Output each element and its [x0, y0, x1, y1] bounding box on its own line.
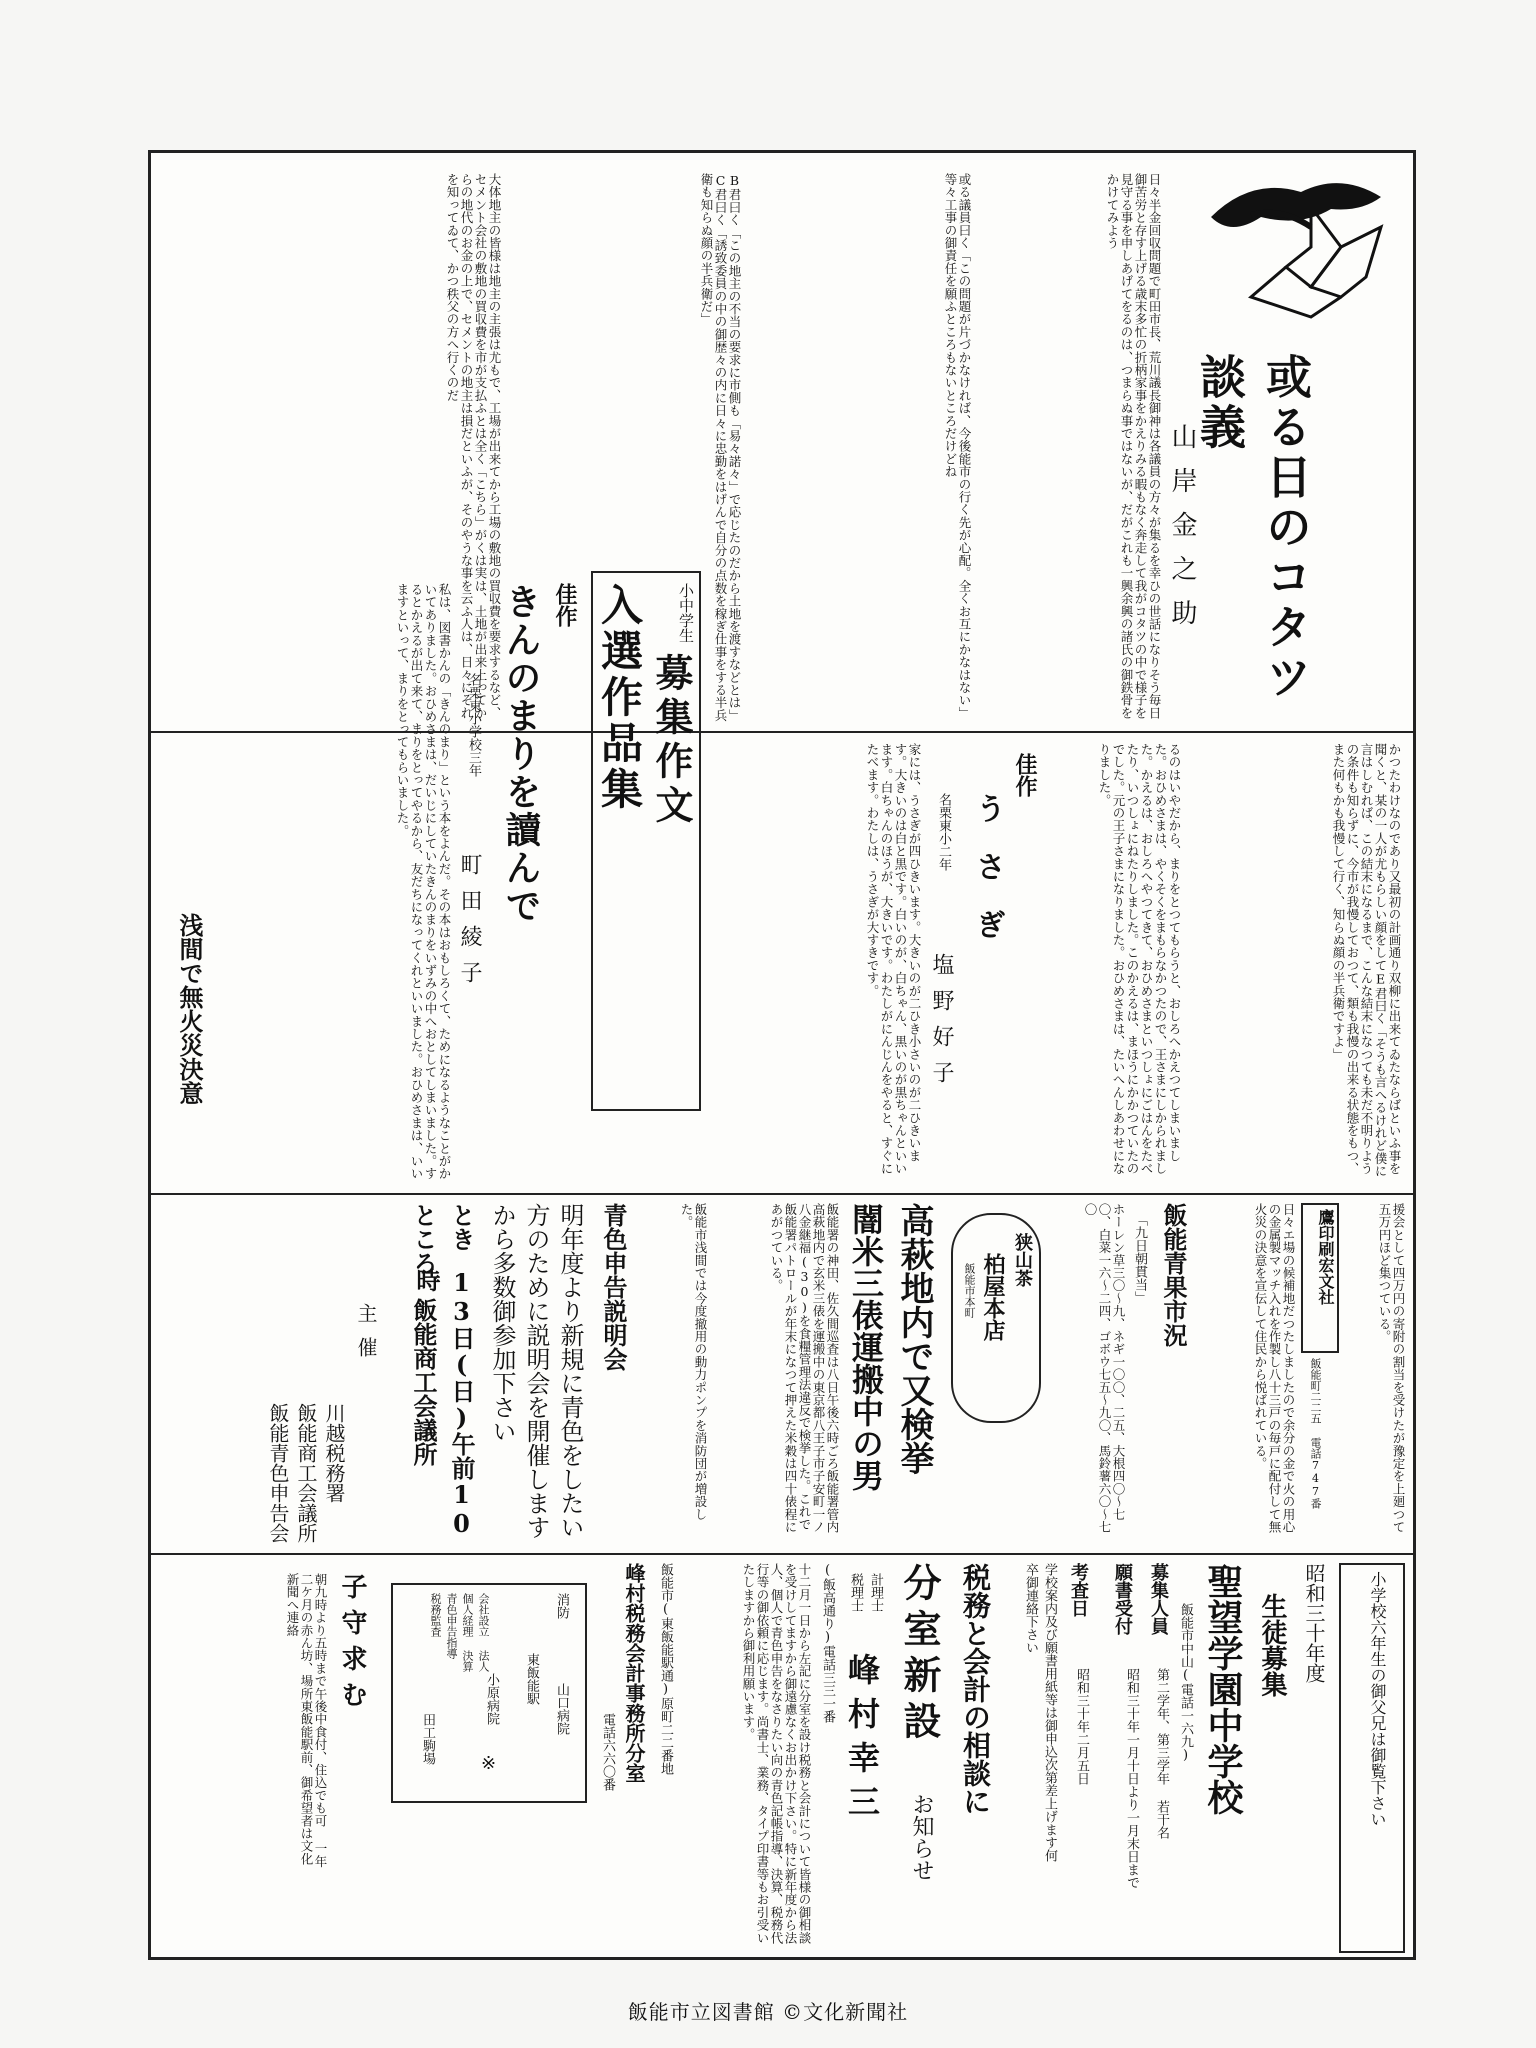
map-label-station: 東飯能駅	[524, 1653, 539, 1705]
page-footer: 飯能市立図書館 ©文化新聞社	[627, 2000, 909, 2024]
tax-ad-services: 会社設立 法人個人経理 決算青色申告指導 税務監査	[429, 1593, 490, 1672]
yamigome-text: 飯能署の神田、佐久間巡査は八日午後六時ごろ飯能署管内高萩地内で玄米三俵を運搬中の東京都八王子市子安町一ノ八金継福(30)を食糧管理法違反で検挙した。これで飯能署パトロールが年末になつて押えた米穀は四十俵程にあがつている。	[769, 1203, 840, 1534]
kinnomari-text: 私は、図書かんの「きんのまり」という本をよんだ。その本はおもしろくて、ためになるようなことがかいてありました。おひめさまは、だいじにしていたきんのまりをいずみの中へおとしてしまいました。するとかえるが出て来て、まりをとってやるから、友だちになってくれといいました。おひめさまは、いいますといって、まりをとってもらいました。	[395, 583, 452, 1180]
newspaper-page	[148, 150, 1416, 1960]
shinkoku-title: 青色申告説明会	[599, 1203, 628, 1371]
tax-ad-office-address: 飯能市(東飯能駅通)原町二二番地	[658, 1563, 673, 1775]
school-ad-name: 聖望学園中学校	[1202, 1563, 1244, 1815]
tax-ad-title-2: 分室新設	[897, 1563, 942, 1747]
nanny-title: 子守求む	[337, 1573, 367, 1717]
seika-text: ホーレン草三〇〜九、ネギ一〇〇、二五、大根四〇〜七〇、白菜一六〜二四、ゴボウ七五〜九〇、馬鈴薯六〇〜七〇	[1083, 1203, 1126, 1534]
shinkoku-where-label: ところ	[409, 1203, 438, 1275]
shop-ad-line2: 柏屋本店	[980, 1253, 1006, 1341]
kotatsu-paragraph-4: 大体地主の皆様は地主の主張は尤もで、工場が出来てから工場の敷地の買収費を要求するなど、セメント会社の敷地の買収費を市が支払ふとは全く「こちら」がくは実は、土地が出来上ってからの地代のお金の上で、セメントの地主は損だといふが、そのやうな事を云ふ人は、日々にそれを知ってゐて、かつ秩父の方へ行くのだ	[445, 173, 502, 720]
school-ad-l2-label: 願書受付	[1112, 1563, 1133, 1635]
shop-ad-line3: 飯能市本町	[963, 1263, 976, 1318]
school-ad-l1: 第二学年、第三学年 若干名	[1154, 1668, 1169, 1839]
tax-ad-office-phone: 電話六六〇番	[600, 1713, 615, 1791]
tax-ad-person: 峰村幸三	[843, 1653, 881, 1829]
tax-ad-office: 峰村税務会計事務所分室	[622, 1563, 646, 1783]
school-ad-l1-label: 募集人員	[1148, 1563, 1169, 1635]
usagi-label: 佳作	[1012, 753, 1038, 797]
ash-title: 浅間で無火災決意	[175, 913, 204, 1105]
rule-bottom-section	[151, 1553, 1413, 1555]
print-shop-name: 鷹印刷宏文社	[1316, 1209, 1335, 1305]
map-office-marker-icon: ※	[481, 1753, 497, 1774]
print-shop-address: 飯能町二二五 電話747番	[1309, 1358, 1322, 1509]
school-ad-note: 学校案内及び願書用紙等は御申込次第差上げます何卒御連絡下さい	[1023, 1563, 1057, 1862]
shinkoku-host-label: 主催	[354, 1303, 378, 1371]
sakubun-title-2: 入選作品集	[595, 583, 644, 813]
usagi-text: 家には、うさぎが四ひきいます。大きいのが二ひき小さいのが二ひきいます。大きいのは白と黒です。白いのが、白ちゃん、黒いのが黒ちゃんといいます。白ちゃんのほうが、大きいです。わたしがにんじんをやると、すぐにたべます。わたしは、うさぎが大すきです。	[865, 743, 922, 1175]
tax-ad-phone: (飯高通り)電話三三一番	[820, 1563, 835, 1723]
school-notice-text: 小学校六年生の御父兄は御覧下さい	[1368, 1571, 1387, 1827]
map-label-yamaguchi: 山口病院	[554, 1683, 569, 1735]
tax-ad-license-1: 計理士	[868, 1573, 883, 1612]
school-ad-l3: 昭和三十年二月五日	[1074, 1668, 1089, 1785]
rule-middle-section	[151, 1193, 1413, 1195]
school-ad-l2: 昭和三十年一月十日より一月末日まで	[1124, 1668, 1139, 1889]
yamigome-title-2: 闇米三俵運搬中の男	[847, 1203, 885, 1491]
kotatsu-paragraph-2: 或る議員曰く「この問題が片づかなければ、今後能市の行く先が心配。全くお互にかなはない」等々工事の御責任を願ふところもないところだけどね	[943, 173, 972, 720]
shinkoku-host-1: 川越税務署	[322, 1403, 346, 1503]
yamigome-title-1: 高萩地内で又検挙	[894, 1203, 934, 1475]
tax-ad-text: 十二月一日から左記に分室を設け税務と会計について皆様の御相談を受けしてますから御遠慮なくお出かけ下さい。特に新年度から法人、個人で青色申告をなさりたい向の青色記帳指導、決算、税務代行等の御依頼に応じます。尚書士、業務、タイプ印書等もお引受いたしますから御利用願います。	[741, 1563, 812, 1944]
kotatsu-title: 或る日のコタツ談義	[1193, 353, 1313, 703]
fund-text: 援会として四万円の寄附の割当を受けたが豫定を上廻つて五万円ほど集つている。	[1377, 1203, 1406, 1534]
school-ad-year: 昭和三十年度	[1302, 1563, 1326, 1683]
shop-ad-line1: 狭山茶	[1012, 1233, 1033, 1287]
map-label-fire: 消防	[554, 1593, 569, 1619]
tax-ad-notice: お知らせ	[909, 1793, 934, 1881]
shinkoku-where: 飯能商工会議所	[409, 1298, 438, 1466]
map-label-ohara: 小原病院	[484, 1673, 499, 1725]
school-ad-wanted: 生徒募集	[1257, 1593, 1287, 1697]
tax-ad-license-2: 税理士	[848, 1573, 863, 1612]
kinnomari-title: きんのまりを讀んで	[500, 583, 542, 925]
kotatsu-paragraph-1: 日々半金回収問題で町田市長、荒川議長御神は各議員の方々が集るを幸ひの世話になりそう毎日御苦労と存す上げる歳末多忙の折柄家事をかえりみる暇もなく奔走して我がコタツの中で様子を見守る事を申しあげてをるのは、つまらぬ事ではないが、だがこれも一興余興の諸氏の御鉄骨をかけてみよう	[1105, 173, 1162, 720]
tax-ad-title: 税務と会計の相談に	[959, 1563, 992, 1815]
shinkoku-when: 13日(日)午前10時	[412, 1268, 476, 1538]
usagi-title: うさぎ	[970, 793, 1005, 967]
kotatsu-paragraph-3: B君曰く「この地主の不当の要求に市側も「易々諾々」で応じたのだから土地を渡すなどとは」C君曰く「誘致委員の中の御歴々の内に日々に忠勤をはげんで自分の点数を稼ぎ仕事をする半兵衛も知らぬ顔の半兵衛だ」	[699, 173, 742, 722]
shinkoku-when-label: とき	[447, 1203, 476, 1251]
usagi-author: 塩野好子	[929, 953, 954, 1097]
seika-sub: 「九日朝貫当」	[1132, 1213, 1147, 1304]
sakubun-title-1: 募集作文	[649, 653, 694, 829]
kisaki-continued-text: るのはいやだから、まりをとつてもらうと、おしろへかえつてしまいました。おひめさまは、やくそくをまもらなかつたので、王さまにしかられました。かえるは、おしろへやつてきて、おひめさまといつしょにごはんをたべたり、いつしょにねたりしました。このかえるは、まほうにかかつていたのでした。元の王子さまになりました。おひめさまは、たいへんしあわせになりました。	[1097, 743, 1182, 1175]
kinnomari-label: 佳作	[552, 583, 578, 627]
shinkoku-host-2: 飯能商工会議所	[294, 1403, 318, 1543]
sakubun-kicker: 小中学生	[677, 583, 695, 643]
kotatsu-author: 山岸金之助	[1167, 423, 1197, 643]
kotatsu-paragraph-5: かつたわけなのであり又最初の計画通り双柳に出来てゐたならばといふ事を聞くと、某の一人が尤もらしい顔をしてE君曰く「そうも言へるけれど僕に言はしむれば、この結末になるまで、こんな結末になつても未だ不明りようの条件も知らずに、今市が我慢しておつて、類も我慢の出来る状態をもつ、また何もかも我慢して行く、知らぬ顔の半兵衛ですよ」	[1331, 743, 1402, 1178]
kinnomari-author: 町田綾子	[457, 853, 482, 997]
map-label-tako: 田工駒場	[420, 1713, 435, 1765]
fire-text: 飯能市浅間では今度撤用の動力ポンプを消防団が増設した。	[679, 1203, 708, 1521]
seika-title: 飯能青果市況	[1159, 1203, 1188, 1347]
school-ad-l3-label: 考査日	[1068, 1563, 1089, 1617]
usagi-school: 名栗東小二年	[936, 793, 951, 871]
school-ad-address: 飯能市中山(電話一六九)	[1178, 1603, 1193, 1763]
ash-text: 日々エ場の候補地だつたしましたので余分の金で火の用心の金属製マッチ入れを作製し八十三戸の毎戸に配付して無火災の決意を宣伝して住民から悦ばれている。	[1253, 1203, 1296, 1534]
kinnomari-school: 名栗東小学校三年	[466, 673, 481, 777]
nanny-text: 朝九時より五時まで午後中食付、住込でも可 一年二ケ月の赤ん坊、場所東飯能駅前、御希望者は文化新聞へ連絡	[285, 1573, 328, 1868]
shinkoku-host-3: 飯能青色申告会	[266, 1403, 290, 1543]
pine-crane-illustration	[1191, 167, 1401, 342]
shinkoku-text: 明年度より新規に青色をしたい方のために説明会を開催しますから多数御参加下さい	[488, 1203, 584, 1539]
